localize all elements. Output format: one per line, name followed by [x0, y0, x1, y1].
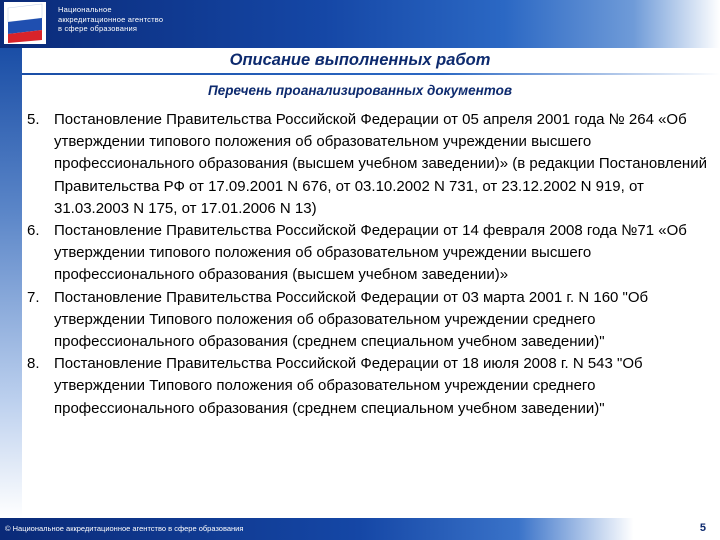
document-item — [24, 287, 714, 354]
left-decorative-strip — [0, 48, 22, 518]
document-item — [24, 109, 714, 220]
org-line: в сфере образования — [58, 24, 138, 33]
footer-bar — [0, 518, 720, 540]
organization-name — [58, 5, 163, 34]
document-text: Постановление Правительства Российской Федерации от 14 февраля 2008 года №71 «Об утверждении типового положения об образовательном учреждении высшего профессионального образования (высшем учебном заведении)» — [54, 222, 687, 284]
title-divider — [22, 73, 720, 75]
slide-title: Описание выполненных работ — [229, 51, 491, 69]
document-number: 6. — [27, 222, 40, 240]
document-number: 8. — [27, 355, 40, 373]
russian-flag-logo-icon — [4, 2, 46, 44]
document-list — [24, 109, 714, 420]
org-line: аккредитационное агентство — [58, 14, 164, 24]
document-number: 7. — [27, 288, 40, 306]
document-text: Постановление Правительства Российской Федерации от 03 марта 2001 г. N 160 "Об утверждении Типового положения об образовательном учреждении среднего профессионального образования (среднем специальном учебном заведении)" — [54, 288, 649, 351]
document-text: Постановление Правительства Российской Федерации от 18 июля 2008 г. N 543 "Об утверждении Типового положения об образовательном учреждении среднего профессионального образования (среднем специальном учебном заведении)" — [54, 355, 643, 417]
page-number: 5 — [699, 522, 706, 534]
org-line: Национальное — [58, 5, 112, 14]
document-item — [24, 353, 714, 420]
document-text: Постановление Правительства Российской Федерации от 05 апреля 2001 года № 264 «Об утверждении типового положения об образовательном учреждении высшего профессионального образования (высшем учебном заведении)» (в редакции Постановлений Правительства РФ от 17.09.2001 N 676, от 03.10.2002 N 731, от 23.12.2002 N 919, от 31.03.2003 N 175, от 17.01.2006 N 13) — [54, 111, 707, 217]
header-bar — [0, 0, 720, 48]
footer-copyright: © Национальное аккредитационное агентство в сфере образования — [5, 524, 244, 533]
slide-subtitle: Перечень проанализированных документов — [207, 83, 512, 98]
document-item — [24, 220, 714, 287]
document-number: 5. — [27, 111, 40, 128]
